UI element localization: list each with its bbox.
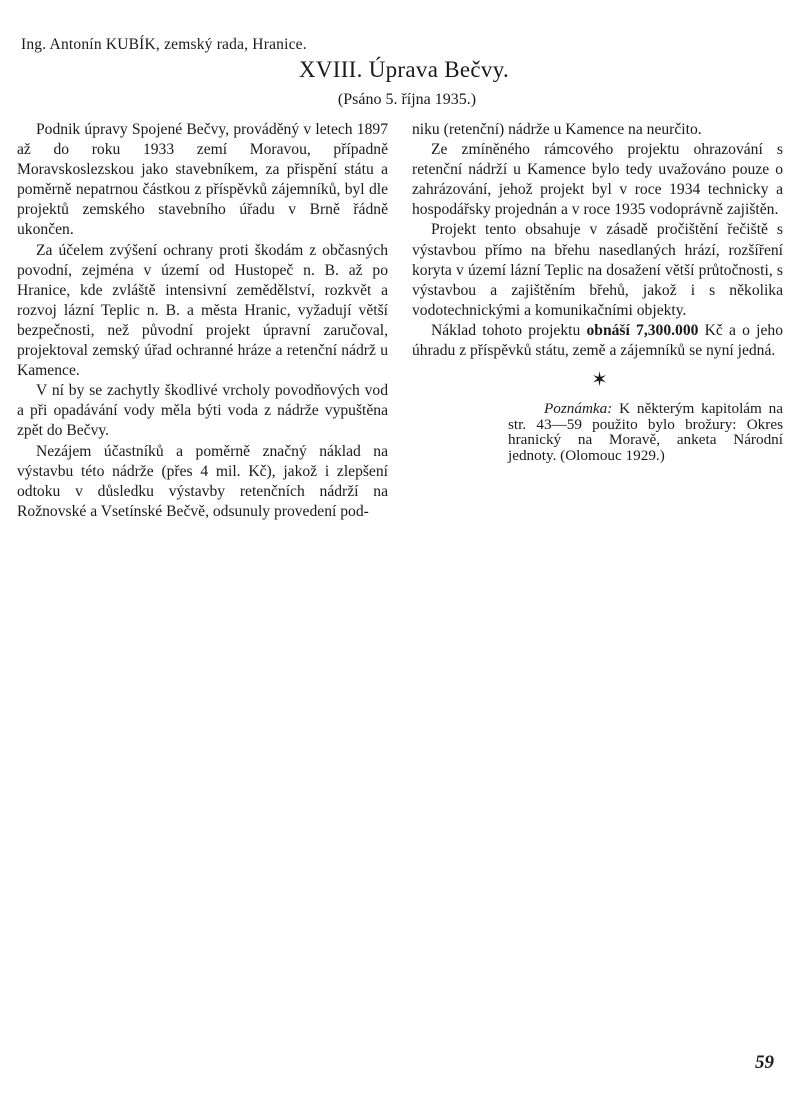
page-number: 59 — [755, 1052, 774, 1073]
paragraph: Projekt tento obsahuje v zásadě pročištění řečiště s výstavbou přímo na břehu nasedlaných hrází, rozšíření koryta v území lázní Teplic na dosažení větší průtočnosti, s výstavbou a zajištěním břehů, jakož i s několika vodotechnickými a komunikačními objekty. — [412, 221, 783, 319]
paragraph: Za účelem zvýšení ochrany proti škodám z občasných povodní, zejména v území od Hustopeč n. B. až po Hranice, kde zvláště intensivní zemědělství, rozkvět a rozvoj lázní Teplic n. B. a města Hranic, vyžadují větší bezpečnosti, než původní projekt úpravní zaručoval, projektoval zemský úřad ochranné hráze a retenční nádrž u Kamence. — [17, 241, 388, 380]
paragraph: V ní by se zachytly škodlivé vrcholy povodňových vod a při opadávání vody měla býti voda z nádrže vypuštěna zpět do Bečvy. — [17, 382, 388, 440]
cost-text-before: Náklad tohoto projektu — [431, 321, 587, 339]
date-subtitle: (Psáno 5. října 1935.) — [337, 91, 477, 108]
footnote-text: K některým kapitolám na str. 43—59 použito bylo brožury: Okres hranický na Moravě, anketa Národní jednoty. (Olomouc 1929.) — [508, 400, 783, 464]
cost-text-after: Kč a o jeho úhradu z příspěvků státu, země a zájemníků se nyní jedná. — [412, 321, 784, 360]
left-column — [17, 120, 388, 522]
footnote — [508, 401, 783, 463]
paragraph: Ze zmíněného rámcového projektu ohrazování s retenční nádrží u Kamence bylo tedy uvažováno pouze o zahrázování, jehož projekt byl v roce 1934 technicky a hospodářsky projednán a v roce 1935 vodoprávně zajištěn. — [412, 141, 783, 219]
cost-paragraph — [412, 321, 783, 361]
paragraph: Podnik úpravy Spojené Bečvy, prováděný v letech 1897 až do roku 1933 zemí Moravou, případně Moravskoslezskou jako stavebníkem, za přispění státu a poměrně nepatrnou částkou z příspěvků zájemníků, byl dle projektů zemského stavebního úřadu v Brně řádně ukončen. — [17, 121, 388, 239]
right-column — [412, 120, 783, 463]
star-separator-icon: ✶ — [591, 369, 608, 392]
paragraph-continuation: niku (retenční) nádrže u Kamence na neurčito. — [412, 121, 702, 138]
paragraph: Nezájem účastníků a poměrně značný náklad na výstavbu této nádrže (přes 4 mil. Kč), jakož i zlepšení odtoku v důsledku výstavby retenčních nádrží na Rožnovské a Vsetínské Bečvě, odsunuly provedení pod- — [17, 442, 388, 520]
cost-amount: obnáší 7,300.000 — [586, 321, 699, 339]
author-line: Ing. Antonín KUBÍK, zemský rada, Hranice. — [21, 36, 307, 53]
footnote-label: Poznámka: — [544, 400, 613, 418]
chapter-title: XVIII. Úprava Bečvy. — [298, 57, 510, 82]
